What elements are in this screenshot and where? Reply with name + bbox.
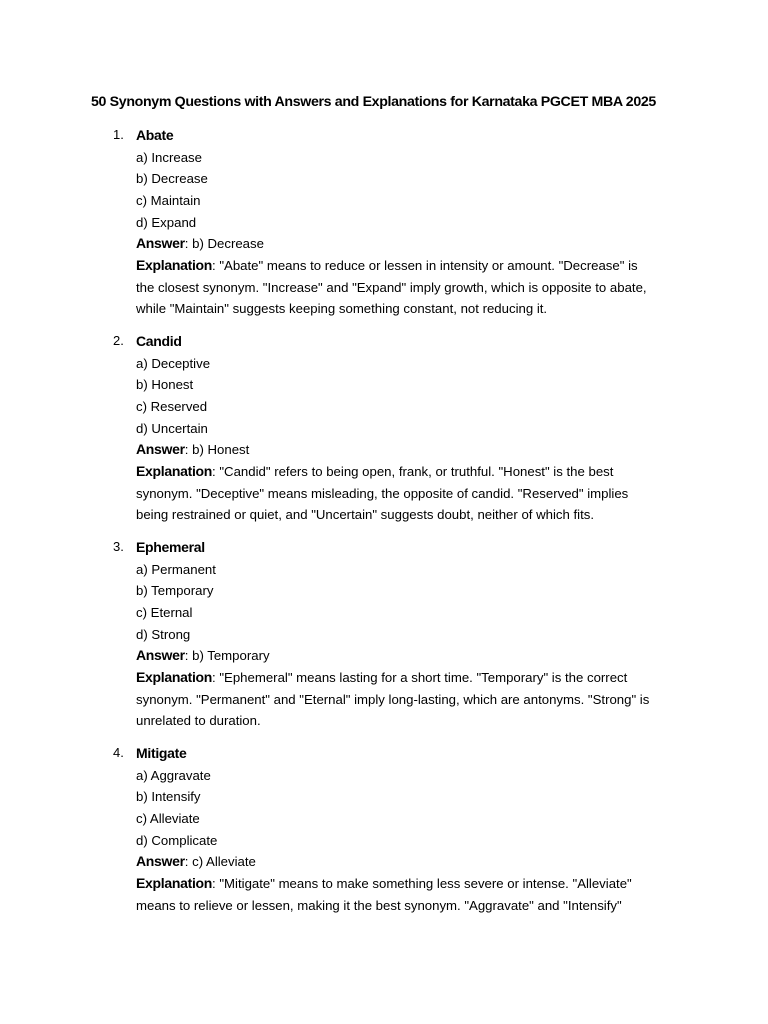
explanation-line	[136, 873, 684, 895]
answer-value: : c) Alleviate	[184, 854, 256, 870]
option-b: b) Temporary	[136, 583, 214, 599]
answer-line	[136, 233, 684, 255]
explanation-label: Explanation	[136, 257, 213, 274]
option-c: c) Maintain	[136, 192, 201, 208]
question-number: 4.	[113, 745, 124, 760]
answer-label: Answer	[136, 853, 185, 870]
option-a: a) Deceptive	[136, 355, 211, 371]
explanation	[136, 461, 684, 526]
explanation-line	[136, 461, 684, 483]
answer-value: : b) Honest	[184, 442, 250, 458]
explanation	[136, 873, 684, 916]
option-a: a) Aggravate	[136, 767, 211, 783]
answer-label: Answer	[136, 441, 185, 458]
question-number: 3.	[113, 539, 124, 554]
explanation-text: : "Mitigate" means to make something less severe or intense. "Alleviate"	[212, 876, 632, 892]
explanation-line: being restrained or quiet, and "Uncertain" suggests doubt, neither of which fits.	[136, 507, 595, 523]
explanation	[136, 255, 684, 320]
explanation-line: while "Maintain" suggests keeping something constant, not reducing it.	[136, 301, 548, 317]
option-b: b) Honest	[136, 377, 194, 393]
explanation-line	[136, 255, 684, 277]
explanation-line: unrelated to duration.	[136, 713, 261, 729]
question-body	[136, 765, 684, 917]
question-word: Ephemeral	[136, 539, 205, 555]
answer-label: Answer	[136, 647, 185, 664]
option-c: c) Alleviate	[136, 810, 200, 826]
option-a: a) Permanent	[136, 561, 216, 577]
question-body	[136, 353, 684, 527]
question-word: Mitigate	[136, 745, 187, 761]
explanation-label: Explanation	[136, 463, 213, 480]
answer-line	[136, 439, 684, 461]
option-d: d) Expand	[136, 214, 197, 230]
question-number: 1.	[113, 127, 124, 142]
option-d: d) Complicate	[136, 832, 218, 848]
answer-value: : b) Temporary	[184, 648, 270, 664]
explanation-text: : "Abate" means to reduce or lessen in intensity or amount. "Decrease" is	[212, 258, 638, 274]
explanation-line	[136, 667, 684, 689]
question-word: Abate	[136, 127, 174, 143]
option-c: c) Reserved	[136, 398, 208, 414]
explanation-text: : "Candid" refers to being open, frank, or truthful. "Honest" is the best	[212, 464, 614, 480]
option-b: b) Decrease	[136, 171, 208, 187]
answer-line	[136, 851, 684, 873]
explanation-line: the closest synonym. "Increase" and "Expand" imply growth, which is opposite to abate,	[136, 279, 647, 295]
option-a: a) Increase	[136, 149, 202, 165]
answer-value: : b) Decrease	[184, 236, 264, 252]
option-c: c) Eternal	[136, 604, 193, 620]
explanation-label: Explanation	[136, 875, 213, 892]
explanation-line: synonym. "Deceptive" means misleading, the opposite of candid. "Reserved" implies	[136, 485, 629, 501]
answer-line	[136, 645, 684, 667]
option-b: b) Intensify	[136, 789, 201, 805]
question-number: 2.	[113, 333, 124, 348]
answer-label: Answer	[136, 235, 185, 252]
option-d: d) Uncertain	[136, 420, 208, 436]
explanation	[136, 667, 684, 732]
document-title: 50 Synonym Questions with Answers and Explanations for Karnataka PGCET MBA 2025	[91, 94, 656, 110]
question-body	[136, 559, 684, 733]
question-body	[136, 147, 684, 321]
explanation-line: synonym. "Permanent" and "Eternal" imply long-lasting, which are antonyms. "Strong" is	[136, 691, 650, 707]
explanation-label: Explanation	[136, 669, 213, 686]
option-d: d) Strong	[136, 626, 191, 642]
explanation-text: : "Ephemeral" means lasting for a short time. "Temporary" is the correct	[212, 670, 628, 686]
question-word: Candid	[136, 333, 182, 349]
explanation-line: means to relieve or lessen, making it the best synonym. "Aggravate" and "Intensify"	[136, 897, 622, 913]
